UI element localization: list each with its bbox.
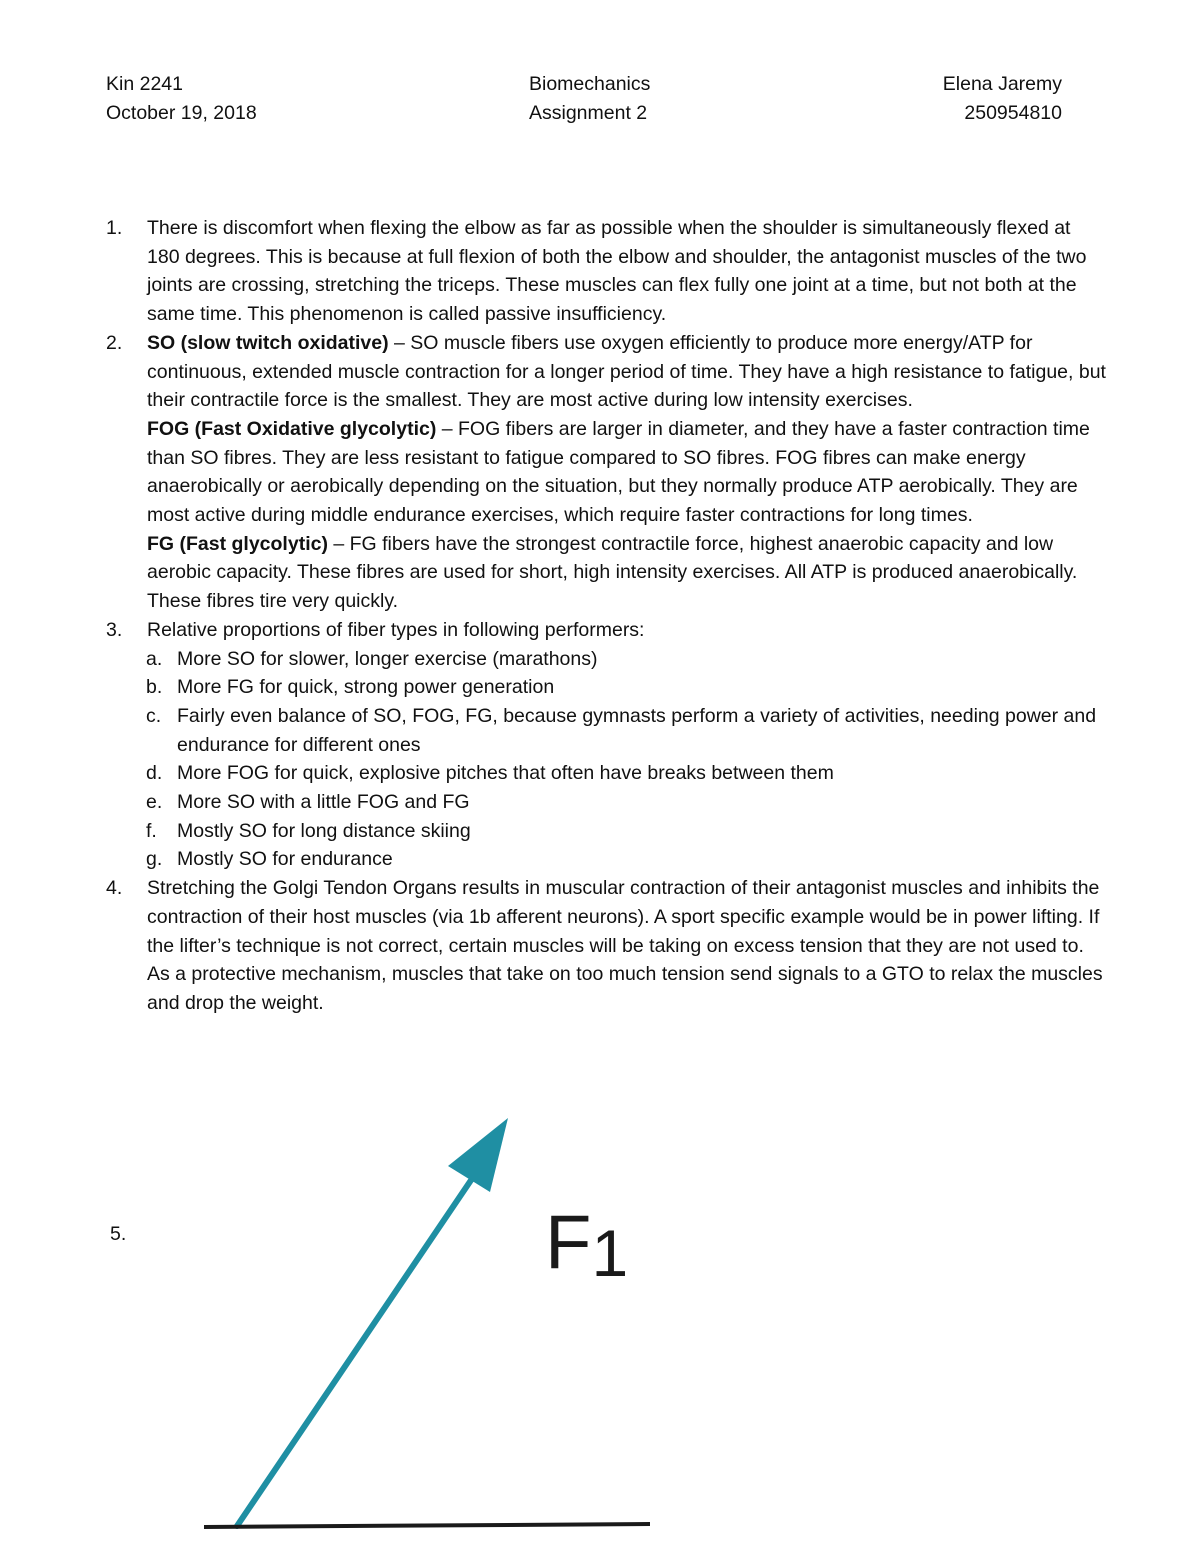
list-text: More SO for slower, longer exercise (marathons) (177, 647, 598, 670)
list-letter: d. (146, 762, 163, 785)
force-label-letter: F (545, 1200, 592, 1285)
list-letter: b. (146, 676, 163, 699)
list-letter: f. (146, 819, 157, 842)
answer-4-text: Stretching the Golgi Tendon Organs results in muscular contraction of their antagonist muscles and inhibits the contraction of their host muscles (via 1b afferent neurons). A sport specific example would be in power lifting. If the lifter’s technique is not correct, certain muscles will be taking on excess tension that they are not used to. As a protective mechanism, muscles that take on too much tension send signals to a GTO to relax the muscles and drop the weight. (147, 877, 1103, 1014)
list-item (106, 788, 1106, 817)
list-text: More FOG for quick, explosive pitches that often have breaks between them (177, 762, 834, 785)
fog-fiber-paragraph (147, 415, 1106, 530)
answer-5-number: 5. (110, 1223, 127, 1245)
answers-list (106, 214, 1106, 1018)
answer-3 (106, 616, 1106, 645)
header-right (930, 70, 1062, 128)
assignment-date: October 19, 2018 (106, 102, 257, 124)
student-name: Elena Jaremy (942, 73, 1062, 95)
list-item (106, 759, 1106, 788)
so-fiber-paragraph (147, 329, 1106, 415)
list-letter: e. (146, 791, 163, 814)
answer-3-intro: Relative proportions of fiber types in following performers: (147, 618, 645, 641)
answer-number: 1. (106, 217, 123, 239)
list-item (106, 673, 1106, 702)
header-left (106, 70, 257, 128)
fg-description: – FG fibers have the strongest contractile force, highest anaerobic capacity and low aerobic capacity. These fibres are used for short, high intensity exercises. All ATP is produced anaerobically. These fibres tire very quickly. (147, 532, 1078, 613)
answer-number: 2. (106, 331, 123, 354)
fog-description: – FOG fibers are larger in diameter, and they have a faster contraction time than SO fibres. They are less resistant to fatigue compared to SO fibres. FOG fibres can make energy anaerobically or aerobically depending on the situation, but they normally produce ATP aerobically. They are most active during middle endurance exercises, which require faster contractions for long times. (147, 417, 1090, 527)
answer-number: 3. (106, 618, 123, 641)
student-id: 250954810 (964, 102, 1062, 124)
list-item (106, 817, 1106, 846)
list-text: Mostly SO for endurance (177, 848, 393, 871)
list-text: Fairly even balance of SO, FOG, FG, because gymnasts perform a variety of activities, needing power and endurance for different ones (177, 704, 1097, 756)
list-item (106, 845, 1106, 874)
course-code: Kin 2241 (106, 73, 183, 95)
subject-title: Biomechanics (529, 73, 651, 95)
list-item (106, 645, 1106, 674)
answer-1-text: There is discomfort when flexing the elbow as far as possible when the shoulder is simultaneously flexed at 180 degrees. This is because at full flexion of both the elbow and shoulder, the antagonist muscles of the two joints are crossing, stretching the triceps. These muscles can flex fully one joint at a time, but not both at the same time. This phenomenon is called passive insufficiency. (147, 217, 1087, 326)
force-label (545, 1200, 628, 1290)
force-arrow-head (448, 1118, 508, 1192)
list-item (106, 702, 1106, 759)
answer-2 (106, 329, 1106, 616)
answer-1 (106, 214, 1106, 329)
list-letter: c. (146, 704, 162, 727)
list-letter: a. (146, 647, 163, 670)
force-label-subscript: 1 (591, 1216, 629, 1290)
force-arrow-shaft (237, 1158, 486, 1526)
fg-term: FG (Fast glycolytic) (147, 532, 328, 555)
so-description: – SO muscle fibers use oxygen efficiently to produce more energy/ATP for continuous, extended muscle contraction for a longer period of time. They have a high resistance to fatigue, but their contractile force is the smallest. They are most active during low intensity exercises. (147, 331, 1106, 412)
list-text: More SO with a little FOG and FG (177, 791, 470, 814)
so-term: SO (slow twitch oxidative) (147, 331, 389, 354)
answer-number: 4. (106, 877, 123, 900)
fog-term: FOG (Fast Oxidative glycolytic) (147, 417, 437, 440)
force-vector-diagram (190, 1098, 670, 1543)
list-text: Mostly SO for long distance skiing (177, 819, 471, 842)
fg-fiber-paragraph (147, 530, 1106, 616)
header-center (529, 70, 650, 128)
baseline (204, 1524, 650, 1527)
list-letter: g. (146, 848, 163, 871)
assignment-title: Assignment 2 (529, 102, 648, 124)
list-text: More FG for quick, strong power generation (177, 676, 555, 699)
answer-4 (106, 874, 1106, 1018)
